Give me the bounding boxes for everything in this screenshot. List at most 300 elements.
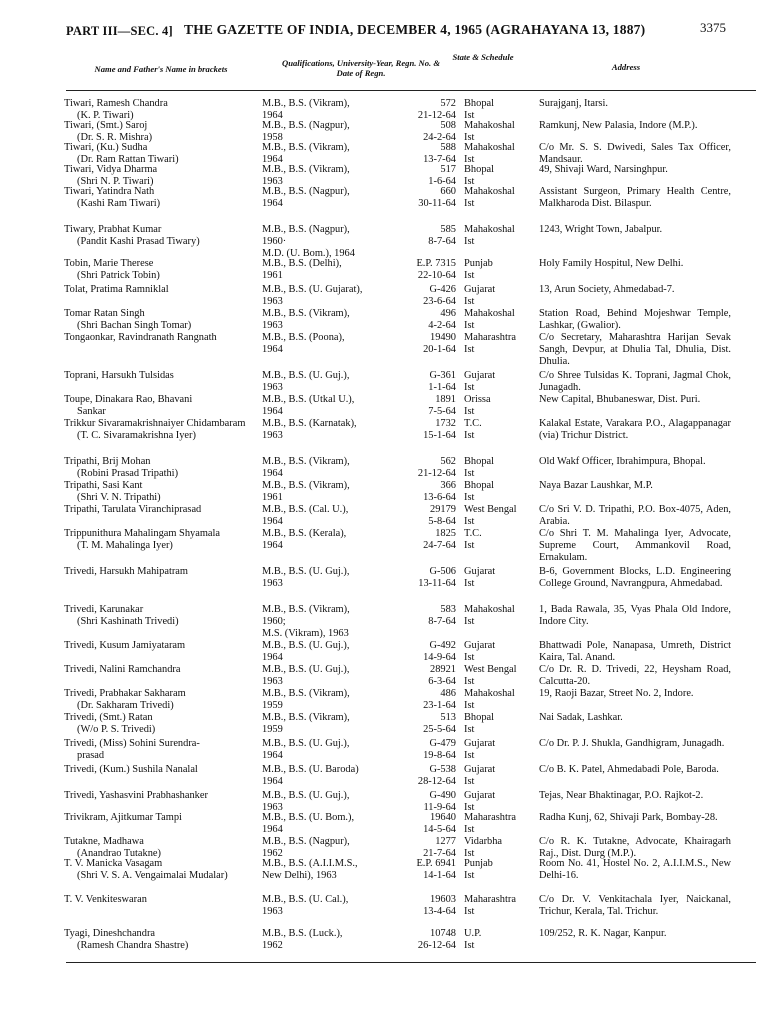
practitioner-name: Trivedi, Karunakar: [64, 604, 144, 615]
father-name: (Shri Bachan Singh Tomar): [77, 319, 192, 331]
address-cell: [539, 394, 731, 406]
registration-date: 14-1-64: [423, 869, 456, 881]
practitioner-name: Trivedi, Harsukh Mahipatram: [64, 566, 188, 577]
registration-cell: [402, 688, 456, 712]
state-cell: [464, 528, 542, 552]
address-cell: [539, 738, 731, 750]
qualification: M.B., B.S. (Vikram),: [262, 604, 350, 615]
address-cell: [539, 224, 731, 236]
qualification-year: 1959: [262, 699, 283, 711]
name-cell: [64, 332, 264, 344]
registration-number: 562: [440, 456, 456, 467]
state-cell: [464, 258, 542, 282]
address-text: C/o Shri T. M. Mahalinga Iyer, Advocate, Supreme Court, Ammankovil Road, Ernakulam.: [539, 528, 731, 563]
registration-date: 8-7-64: [428, 615, 456, 627]
schedule: Ist: [464, 197, 475, 209]
address-cell: [539, 566, 731, 590]
registration-number: G-506: [429, 566, 456, 577]
schedule: Ist: [464, 491, 475, 503]
address-text: 1, Bada Rawala, 35, Vyas Phala Old Indore, Indore City.: [539, 604, 731, 627]
registration-date: 21-12-64: [417, 109, 456, 121]
name-cell: [64, 120, 264, 144]
registration-date: 20-1-64: [423, 343, 456, 355]
schedule: Ist: [464, 467, 475, 479]
schedule: Ist: [464, 175, 475, 187]
qualification: M.B., B.S. (Nagpur),: [262, 120, 350, 131]
registration-cell: [402, 858, 456, 882]
name-cell: [64, 712, 264, 736]
registration-number: 508: [440, 120, 456, 131]
state-name: Gujarat: [464, 566, 496, 577]
name-cell: [64, 894, 264, 906]
registration-date: 30-11-64: [418, 197, 456, 209]
schedule: Ist: [464, 823, 475, 835]
state-name: Gujarat: [464, 764, 496, 775]
qualification: M.B., B.S. (Kerala),: [262, 528, 347, 539]
father-name: (Pandit Kashi Prasad Tiwary): [77, 235, 200, 247]
qualification-year: 1963: [262, 175, 283, 187]
qualification-year: 1964: [262, 515, 283, 527]
state-cell: [464, 504, 542, 528]
father-name: (Shri V. N. Tripathi): [77, 491, 161, 503]
registration-date: 19-8-64: [423, 749, 456, 761]
address-cell: [539, 812, 731, 824]
registration-number: G-490: [429, 790, 456, 801]
registration-number: 517: [440, 164, 456, 175]
registration-date: 5-8-64: [428, 515, 456, 527]
qualification: M.B., B.S. (U. Guj.),: [262, 640, 350, 651]
registration-date: 8-7-64: [428, 235, 456, 247]
qualification: M.B., B.S. (U. Guj.),: [262, 370, 350, 381]
father-name: (Ramesh Chandra Shastre): [77, 939, 189, 951]
address-cell: [539, 308, 731, 332]
practitioner-name: Tripathi, Brij Mohan: [64, 456, 151, 467]
state-cell: [464, 928, 542, 952]
registration-cell: [402, 164, 456, 188]
name-cell: [64, 764, 264, 776]
registration-cell: [402, 456, 456, 480]
registration-date: 21-7-64: [423, 847, 456, 859]
qualification: M.B., B.S. (U. Guj.),: [262, 566, 350, 577]
qualification: M.B., B.S. (A.I.I.M.S.,: [262, 858, 358, 869]
address-cell: [539, 858, 731, 882]
address-cell: [539, 120, 731, 132]
practitioner-name: Trivedi, Kusum Jamiyataram: [64, 640, 186, 651]
address-cell: [539, 790, 731, 802]
schedule: Ist: [464, 801, 475, 813]
address-cell: [539, 142, 731, 166]
registration-date: 26-12-64: [417, 939, 456, 951]
registration-cell: [402, 894, 456, 918]
address-cell: [539, 764, 731, 776]
registration-date: 13-7-64: [423, 153, 456, 165]
schedule: Ist: [464, 749, 475, 761]
state-name: Maharashtra: [464, 332, 516, 343]
registration-cell: [402, 224, 456, 248]
registration-number: G-426: [429, 284, 456, 295]
practitioner-name: Tutakne, Madhawa: [64, 836, 144, 847]
qualification: M.B., B.S. (Cal. U.),: [262, 504, 349, 515]
schedule: Ist: [464, 939, 475, 951]
qualification-year: 1963: [262, 381, 283, 393]
qualification-cell: [262, 764, 412, 788]
qualification-cell: [262, 528, 412, 552]
schedule: Ist: [464, 615, 475, 627]
practitioner-name: Trivedi, Prabhakar Sakharam: [64, 688, 186, 699]
father-name: (T. C. Sivaramakrishna Iyer): [77, 429, 196, 441]
qualification-cell: [262, 504, 412, 528]
practitioner-name: Trivedi, Nalini Ramchandra: [64, 664, 181, 675]
father-name: (Anandrao Tutakne): [77, 847, 161, 859]
qualification-year: 1964: [262, 153, 283, 165]
schedule: Ist: [464, 869, 475, 881]
qualification: M.B., B.S. (U. Gujarat),: [262, 284, 363, 295]
registration-date: 21-12-64: [417, 467, 456, 479]
practitioner-name: Toprani, Harsukh Tulsidas: [64, 370, 174, 381]
name-cell: [64, 664, 264, 676]
state-name: Bhopal: [464, 98, 495, 109]
registration-number: 1277: [435, 836, 456, 847]
address-text: Station Road, Behind Mojeshwar Temple, Lashkar, (Gwalior).: [539, 308, 731, 331]
qualification: M.B., B.S. (U. Guj.),: [262, 790, 350, 801]
name-cell: [64, 604, 264, 628]
state-name: Bhopal: [464, 480, 495, 491]
schedule: Ist: [464, 515, 475, 527]
schedule: Ist: [464, 775, 475, 787]
address-text: Naya Bazar Laushkar, M.P.: [539, 480, 653, 491]
qualification: M.B., B.S. (Poona),: [262, 332, 345, 343]
registration-cell: [402, 604, 456, 628]
practitioner-name: Toupe, Dinakara Rao, Bhavani: [64, 394, 193, 405]
address-text: 1243, Wright Town, Jabalpur.: [539, 224, 663, 235]
registration-cell: [402, 258, 456, 282]
registration-number: 19640: [430, 812, 456, 823]
registration-number: 1732: [435, 418, 456, 429]
qualification-year: 1960·: [262, 235, 287, 247]
address-cell: [539, 186, 731, 210]
father-name: (Dr. Ram Rattan Tiwari): [77, 153, 179, 165]
registration-cell: [402, 738, 456, 762]
qualifications-column-header: Qualifications, University-Year, Regn. No. & Date of Regn.: [281, 58, 441, 78]
registration-number: 10748: [430, 928, 456, 939]
qualification-cell: [262, 98, 412, 122]
qualification-cell: [262, 858, 412, 882]
father-name: (Shri V. S. A. Vengaimalai Mudalar): [77, 869, 228, 881]
registration-number: 486: [440, 688, 456, 699]
registration-date: 28-12-64: [417, 775, 456, 787]
address-cell: [539, 836, 731, 860]
registration-cell: [402, 812, 456, 836]
state-name: Gujarat: [464, 370, 496, 381]
practitioner-name: Tomar Ratan Singh: [64, 308, 145, 319]
qualification: M.B., B.S. (U. Bom.),: [262, 812, 355, 823]
registration-date: 24-7-64: [423, 539, 456, 551]
state-cell: [464, 764, 542, 788]
qualification-year: 1963: [262, 577, 283, 589]
address-text: Surajganj, Itarsi.: [539, 98, 608, 109]
schedule: Ist: [464, 429, 475, 441]
registration-cell: [402, 120, 456, 144]
registration-cell: [402, 764, 456, 788]
state-cell: [464, 186, 542, 210]
registration-number: 585: [440, 224, 456, 235]
qualification-year: 1961: [262, 269, 283, 281]
state-name: West Bengal: [464, 664, 517, 675]
registration-date: 23-6-64: [423, 295, 456, 307]
registration-cell: [402, 712, 456, 736]
state-name: Mahakoshal: [464, 308, 515, 319]
qualification-cell: [262, 604, 412, 639]
state-name: Gujarat: [464, 284, 496, 295]
address-text: C/o Mr. S. S. Dwivedi, Sales Tax Officer, Mandsaur.: [539, 142, 731, 165]
qualification-year: 1958: [262, 131, 283, 143]
state-cell: [464, 370, 542, 394]
qualification: M.B., B.S. (U. Baroda): [262, 764, 359, 775]
qualification-cell: [262, 224, 412, 259]
qualification-year: 1962: [262, 939, 283, 951]
schedule: Ist: [464, 675, 475, 687]
qualification: M.B., B.S. (Vikram),: [262, 712, 350, 723]
qualification: M.B., B.S. (Nagpur),: [262, 836, 350, 847]
qualification-cell: [262, 480, 412, 504]
qualification: M.B., B.S. (Vikram),: [262, 308, 350, 319]
qualification-year: 1964: [262, 197, 283, 209]
registration-cell: [402, 528, 456, 552]
qualification-cell: [262, 836, 412, 860]
qualification-cell: [262, 456, 412, 480]
address-text: C/o Sri V. D. Tripathi, P.O. Box-4075, Aden, Arabia.: [539, 504, 731, 527]
registration-cell: [402, 370, 456, 394]
name-cell: [64, 640, 264, 652]
state-name: Bhopal: [464, 164, 495, 175]
name-cell: [64, 790, 264, 802]
address-text: C/o Dr. R. D. Trivedi, 22, Heysham Road, Calcutta-20.: [539, 664, 731, 687]
address-text: 19, Raoji Bazar, Street No. 2, Indore.: [539, 688, 694, 699]
address-text: Holy Family Hospitul, New Delhi.: [539, 258, 684, 269]
address-text: B-6, Government Blocks, L.D. Engineering College Ground, Navrangpura, Ahmedabad.: [539, 566, 731, 589]
qualification-cell: [262, 712, 412, 736]
address-text: Room No. 41, Hostel No. 2, A.I.I.M.S., New Delhi-16.: [539, 858, 731, 881]
state-cell: [464, 836, 542, 860]
qualification-cell: [262, 258, 412, 282]
state-cell: [464, 142, 542, 166]
qualification-year: 1963: [262, 295, 283, 307]
registration-date: 22-10-64: [417, 269, 456, 281]
address-text: Bhattwadi Pole, Nanapasa, Umreth, District Kaira, Tal. Anand.: [539, 640, 731, 663]
qualification-cell: [262, 688, 412, 712]
practitioner-name: Trivedi, (Smt.) Ratan: [64, 712, 153, 723]
state-cell: [464, 224, 542, 248]
name-cell: [64, 98, 264, 122]
state-name: Punjab: [464, 258, 493, 269]
address-text: Tejas, Near Bhaktinagar, P.O. Rajkot-2.: [539, 790, 704, 801]
address-cell: [539, 370, 731, 394]
registration-cell: [402, 308, 456, 332]
qualification-cell: [262, 640, 412, 664]
state-name: Orissa: [464, 394, 491, 405]
qualification: M.B., B.S. (Vikram),: [262, 164, 350, 175]
registration-number: 19490: [430, 332, 456, 343]
registration-date: 23-1-64: [423, 699, 456, 711]
schedule: Ist: [464, 577, 475, 589]
state-name: Mahakoshal: [464, 142, 515, 153]
father-name: (T. M. Mahalinga Iyer): [77, 539, 173, 551]
address-cell: [539, 456, 731, 468]
qualification-year: 1964: [262, 651, 283, 663]
state-cell: [464, 480, 542, 504]
qualification-cell: [262, 394, 412, 418]
state-name: Bhopal: [464, 712, 495, 723]
practitioner-name: Tiwari, Ramesh Chandra: [64, 98, 168, 109]
registration-cell: [402, 480, 456, 504]
state-column-header: State & Schedule: [452, 52, 514, 62]
registration-cell: [402, 142, 456, 166]
practitioner-name: Trivedi, Yashasvini Prabhashanker: [64, 790, 208, 801]
state-name: Maharashtra: [464, 894, 516, 905]
practitioner-name: Tripathi, Sasi Kant: [64, 480, 143, 491]
registration-cell: [402, 566, 456, 590]
state-cell: [464, 566, 542, 590]
qualification-year: 1962: [262, 847, 283, 859]
practitioner-name: Tiwari, (Smt.) Saroj: [64, 120, 148, 131]
practitioner-name: Tiwari, Yatindra Nath: [64, 186, 155, 197]
practitioner-name: Tiwari, (Ku.) Sudha: [64, 142, 148, 153]
state-name: Punjab: [464, 858, 493, 869]
registration-number: G-492: [429, 640, 456, 651]
qualification-year: 1963: [262, 905, 283, 917]
registration-cell: [402, 394, 456, 418]
schedule: Ist: [464, 235, 475, 247]
state-cell: [464, 98, 542, 122]
registration-number: 28921: [430, 664, 456, 675]
additional-qualification: M.S. (Vikram), 1963: [262, 627, 349, 639]
qualification: M.B., B.S. (Nagpur),: [262, 186, 350, 197]
state-cell: [464, 332, 542, 356]
address-cell: [539, 284, 731, 296]
qualification-year: 1964: [262, 343, 283, 355]
schedule: Ist: [464, 847, 475, 859]
schedule: Ist: [464, 699, 475, 711]
state-cell: [464, 664, 542, 688]
part-section-label: PART III—SEC. 4]: [66, 24, 173, 38]
qualification: M.B., B.S. (Vikram),: [262, 456, 350, 467]
address-cell: [539, 928, 731, 940]
qualification-year: 1964: [262, 823, 283, 835]
qualification-year: 1964: [262, 109, 283, 121]
state-cell: [464, 812, 542, 836]
registration-number: E.P. 6941: [416, 858, 456, 869]
state-cell: [464, 640, 542, 664]
name-cell: [64, 566, 264, 578]
qualification-year: 1960;: [262, 615, 286, 627]
qualification-cell: [262, 418, 412, 442]
practitioner-name: T. V. Venkiteswaran: [64, 894, 147, 905]
registration-number: E.P. 7315: [416, 258, 456, 269]
state-cell: [464, 456, 542, 480]
registration-date: 4-2-64: [428, 319, 456, 331]
state-name: Bhopal: [464, 456, 495, 467]
qualification: M.B., B.S. (U. Cal.),: [262, 894, 349, 905]
name-cell: [64, 504, 264, 516]
state-name: T.C.: [464, 418, 482, 429]
name-cell: [64, 370, 264, 382]
registration-date: 1-1-64: [428, 381, 456, 393]
address-cell: [539, 604, 731, 628]
name-cell: [64, 224, 264, 248]
practitioner-name: Trivikram, Ajitkumar Tampi: [64, 812, 182, 823]
address-cell: [539, 688, 731, 700]
schedule: Ist: [464, 905, 475, 917]
registration-number: G-361: [429, 370, 456, 381]
registration-cell: [402, 186, 456, 210]
father-name: (Kashi Ram Tiwari): [77, 197, 161, 209]
address-text: Assistant Surgeon, Primary Health Centre, Malkharoda Dist. Bilaspur.: [539, 186, 731, 209]
schedule: Ist: [464, 539, 475, 551]
schedule: Ist: [464, 131, 475, 143]
registration-cell: [402, 664, 456, 688]
name-cell: [64, 186, 264, 210]
qualification: M.B., B.S. (U. Guj.),: [262, 664, 350, 675]
practitioner-name: Trivedi, (Kum.) Sushila Nanalal: [64, 764, 198, 775]
qualification: M.B., B.S. (Luck.),: [262, 928, 343, 939]
registration-date: 24-2-64: [423, 131, 456, 143]
address-cell: [539, 528, 731, 563]
state-name: Gujarat: [464, 790, 496, 801]
address-text: Ramkunj, New Palasia, Indore (M.P.).: [539, 120, 698, 131]
qualification-year: 1963: [262, 319, 283, 331]
name-cell: [64, 738, 264, 762]
registration-number: 19603: [430, 894, 456, 905]
name-column-header: Name and Father's Name in brackets: [94, 64, 228, 74]
registration-date: 6-3-64: [428, 675, 456, 687]
name-cell: [64, 142, 264, 166]
practitioner-name: Tobin, Marie Therese: [64, 258, 154, 269]
address-text: 109/252, R. K. Nagar, Kanpur.: [539, 928, 667, 939]
practitioner-name: Tolat, Pratima Ramniklal: [64, 284, 169, 295]
name-cell: [64, 528, 264, 552]
practitioner-name: Trivedi, (Miss) Sohini Surendra-: [64, 738, 200, 749]
state-name: Mahakoshal: [464, 120, 515, 131]
address-cell: [539, 504, 731, 528]
qualification-year: 1964: [262, 539, 283, 551]
schedule: Ist: [464, 319, 475, 331]
practitioner-name: Tiwari, Vidya Dharma: [64, 164, 158, 175]
schedule: Ist: [464, 109, 475, 121]
footer-rule: [66, 962, 756, 963]
name-cell: [64, 480, 264, 504]
registration-date: 25-5-64: [423, 723, 456, 735]
address-cell: [539, 480, 731, 492]
qualification: M.B., B.S. (Nagpur),: [262, 224, 350, 235]
address-cell: [539, 712, 731, 724]
state-name: Mahakoshal: [464, 688, 515, 699]
registration-date: 13-6-64: [423, 491, 456, 503]
state-cell: [464, 688, 542, 712]
qualification-year: 1964: [262, 749, 283, 761]
schedule: Ist: [464, 381, 475, 393]
registration-number: 366: [440, 480, 456, 491]
gazette-title: THE GAZETTE OF INDIA, DECEMBER 4, 1965 (AGRAHAYANA 13, 1887): [184, 22, 646, 37]
qualification-cell: [262, 164, 412, 188]
name-cell: [64, 308, 264, 332]
state-name: T.C.: [464, 528, 482, 539]
father-name: (Shri N. P. Tiwari): [77, 175, 154, 187]
qualification-year: 1963: [262, 801, 283, 813]
father-name: (Dr. S. R. Mishra): [77, 131, 153, 143]
qualification-cell: [262, 928, 412, 952]
schedule: Ist: [464, 269, 475, 281]
registration-number: 513: [440, 712, 456, 723]
